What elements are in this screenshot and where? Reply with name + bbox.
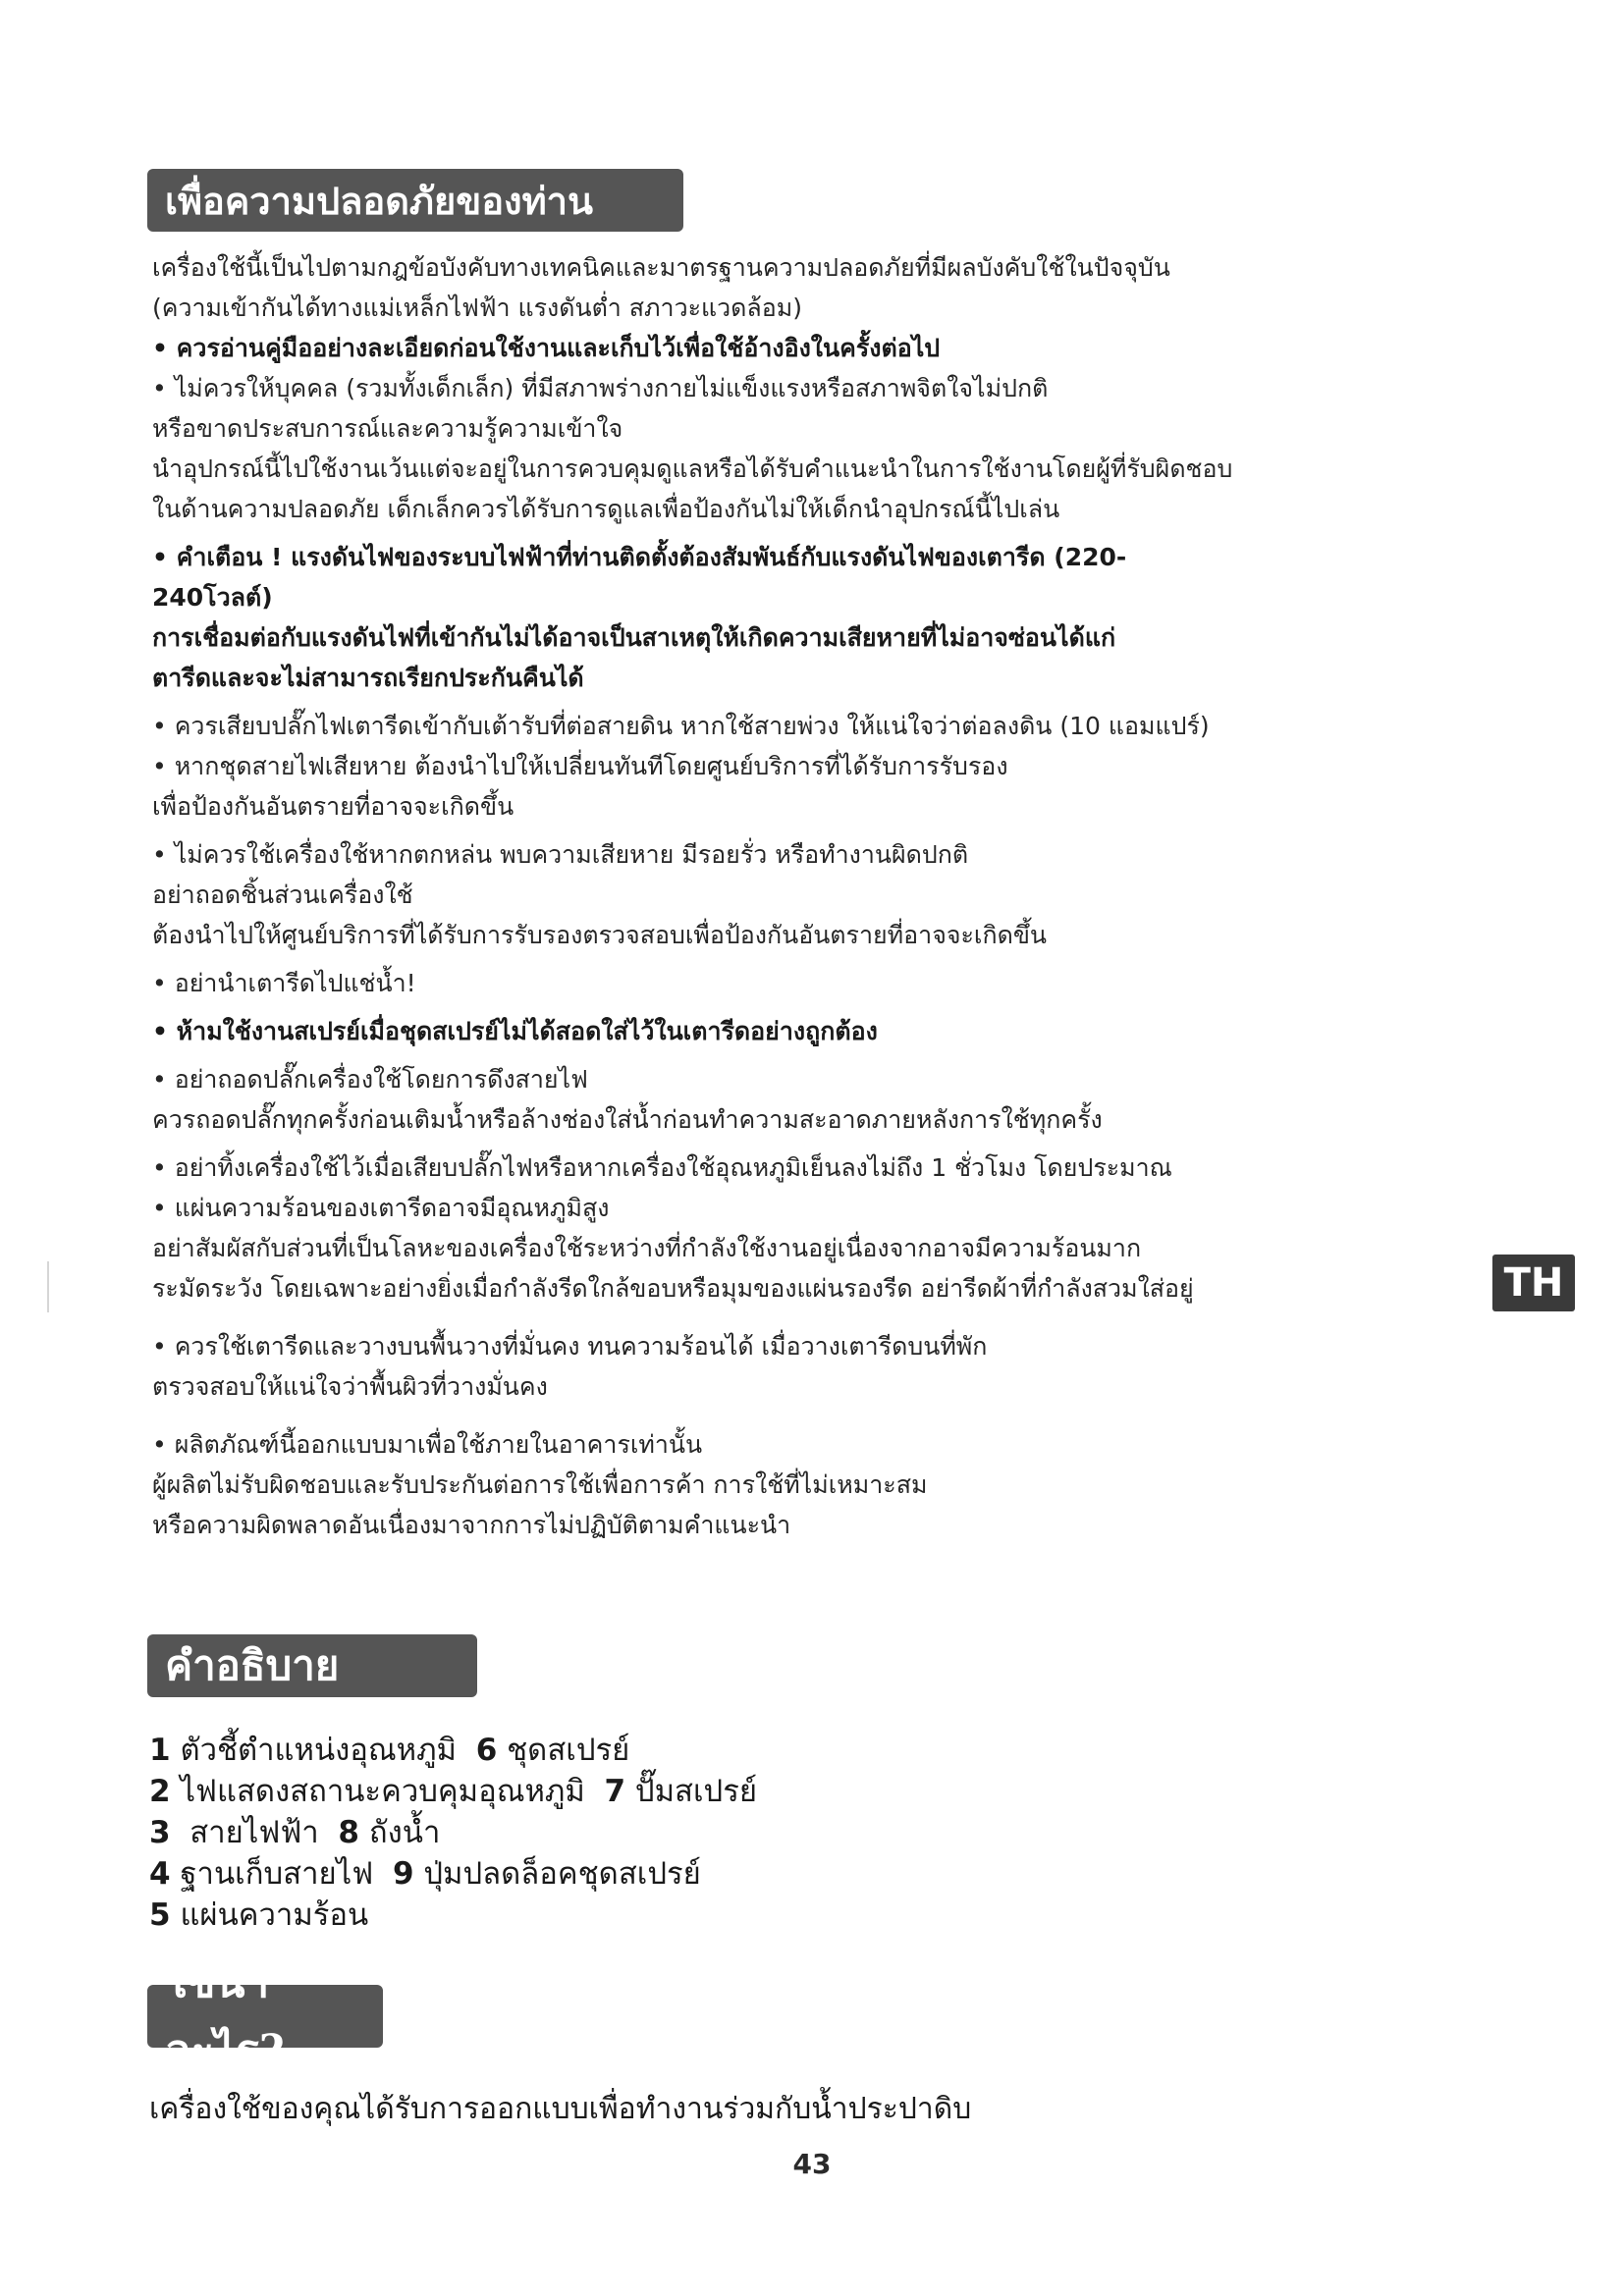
safety-line: ควรถอดปลั๊กทุกครั้งก่อนเติมน้ำหรือล้างช่องใส่น้ำก่อนทำความสะอาดภายหลังการใช้ทุกครั้ง [152, 1105, 1103, 1134]
safety-line: ผู้ผลิตไม่รับผิดชอบและรับประกันต่อการใช้เพื่อการค้า การใช้ที่ไม่เหมาะสม [152, 1470, 928, 1499]
part-number: 8 [338, 1815, 359, 1850]
part-number: 9 [392, 1856, 414, 1892]
safety-line: • ไม่ควรให้บุคคล (รวมทั้งเด็กเล็ก) ที่มีสภาพร่างกายไม่แข็งแรงหรือสภาพจิตใจไม่ปกติ [152, 374, 1049, 402]
parts-row [149, 1853, 757, 1895]
safety-line: • ผลิตภัณฑ์นี้ออกแบบมาเพื่อใช้ภายในอาคารเท่านั้น [152, 1430, 703, 1459]
part-number: 6 [475, 1733, 498, 1768]
language-tab: TH [1492, 1255, 1575, 1311]
part-label: ฐานเก็บสายไฟ [180, 1856, 374, 1892]
part-label: ปั๊มสเปรย์ [634, 1774, 758, 1809]
safety-line: (ความเข้ากันได้ทางแม่เหล็กไฟฟ้า แรงดันต่ำ สภาวะแวดล้อม) [152, 294, 802, 322]
part-number: 2 [149, 1774, 171, 1809]
safety-warning-line: การเชื่อมต่อกับแรงดันไฟที่เข้ากันไม่ได้อาจเป็นสาเหตุให้เกิดความเสียหายที่ไม่อาจซ่อนได้แก่ [152, 623, 1116, 652]
water-heading [147, 1957, 383, 2076]
part-number: 1 [149, 1733, 171, 1768]
safety-line: ตรวจสอบให้แน่ใจว่าพื้นผิวที่วางมั่นคง [152, 1372, 548, 1401]
part-number: 7 [604, 1774, 626, 1809]
safety-line-bold: • ห้ามใช้งานสเปรย์เมื่อชุดสเปรย์ไม่ได้สอดใส่ไว้ในเตารีดอย่างถูกต้อง [152, 1017, 878, 1045]
safety-line: ในด้านความปลอดภัย เด็กเล็กควรได้รับการดูแลเพื่อป้องกันไม่ให้เด็กนำอุปกรณ์นี้ไปเล่น [152, 495, 1060, 523]
part-label: ไฟแสดงสถานะควบคุมอุณหภูมิ [180, 1774, 585, 1809]
safety-line: ต้องนำไปให้ศูนย์บริการที่ได้รับการรับรองตรวจสอบเพื่อป้องกันอันตรายที่อาจจะเกิดขึ้น [152, 921, 1048, 949]
page-number: 43 [792, 2148, 832, 2180]
part-label: ปุ่มปลดล็อคชุดสเปรย์ [423, 1856, 701, 1892]
safety-warning-line: • คำเตือน ! แรงดันไฟของระบบไฟฟ้าที่ท่านติดตั้งต้องสัมพันธ์กับแรงดันไฟของเตารีด (220- [152, 543, 1127, 571]
water-text: เครื่องใช้ของคุณได้รับการออกแบบเพื่อทำงานร่วมกับน้ำประปาดิบ [149, 2092, 972, 2126]
parts-row [149, 1730, 757, 1771]
part-label: ตัวชี้ตำแหน่งอุณหภูมิ [180, 1733, 457, 1768]
part-number: 3 [149, 1815, 171, 1850]
safety-line: • หากชุดสายไฟเสียหาย ต้องนำไปให้เปลี่ยนทันทีโดยศูนย์บริการที่ได้รับการรับรอง [152, 752, 1008, 780]
safety-line: เครื่องใช้นี้เป็นไปตามกฎข้อบังคับทางเทคนิคและมาตรฐานความปลอดภัยที่มีผลบังคับใช้ในปัจจุบัน [152, 253, 1170, 282]
part-label: สายไฟฟ้า [189, 1815, 319, 1850]
description-heading [147, 1634, 477, 1697]
safety-line: อย่าสัมผัสกับส่วนที่เป็นโลหะของเครื่องใช้ระหว่างที่กำลังใช้งานอยู่เนื่องจากอาจมีความร้อนมาก [152, 1234, 1142, 1262]
safety-heading-text: เพื่อความปลอดภัยของท่าน [165, 179, 593, 223]
water-heading-text: ใช้น้ำอะไร? [165, 1957, 285, 2076]
safety-line: ระมัดระวัง โดยเฉพาะอย่างยิ่งเมื่อกำลังรีดใกล้ขอบหรือมุมของแผ่นรองรีด อย่ารีดผ้าที่กำลังสวมใส่อยู่ [152, 1274, 1194, 1303]
part-label: ชุดสเปรย์ [507, 1733, 630, 1768]
safety-line: • แผ่นความร้อนของเตารีดอาจมีอุณหภูมิสูง [152, 1194, 610, 1222]
parts-row [149, 1895, 757, 1936]
parts-row [149, 1771, 757, 1812]
safety-line: • อย่าทิ้งเครื่องใช้ไว้เมื่อเสียบปลั๊กไฟหรือหากเครื่องใช้อุณหภูมิเย็นลงไม่ถึง 1 ชั่วโมง โดยประมาณ [152, 1153, 1172, 1182]
safety-text-block [152, 247, 1370, 1545]
safety-line: • อย่านำเตารีดไปแช่น้ำ! [152, 969, 416, 997]
part-number: 4 [149, 1856, 171, 1892]
safety-line: • ไม่ควรใช้เครื่องใช้หากตกหล่น พบความเสียหาย มีรอยรั่ว หรือทำงานผิดปกติ [152, 840, 969, 869]
safety-warning-line: 240โวลต์) [152, 583, 273, 612]
safety-line: นำอุปกรณ์นี้ไปใช้งานเว้นแต่จะอยู่ในการควบคุมดูแลหรือได้รับคำแนะนำในการใช้งานโดยผู้ที่รับผิดชอบ [152, 454, 1233, 483]
safety-line: อย่าถอดชิ้นส่วนเครื่องใช้ [152, 881, 413, 909]
parts-row [149, 1812, 757, 1853]
safety-line: เพื่อป้องกันอันตรายที่อาจจะเกิดขึ้น [152, 792, 514, 821]
margin-mark [47, 1261, 49, 1312]
safety-heading [147, 169, 683, 232]
part-label: ถังน้ำ [368, 1815, 441, 1850]
safety-line: • ควรเสียบปลั๊กไฟเตารีดเข้ากับเต้ารับที่ต่อสายดิน หากใช้สายพ่วง ให้แน่ใจว่าต่อลงดิน (10 แอมแปร์) [152, 712, 1210, 740]
safety-line: • อย่าถอดปลั๊กเครื่องใช้โดยการดึงสายไฟ [152, 1065, 588, 1094]
safety-warning-line: ตารีดและจะไม่สามารถเรียกประกันคืนได้ [152, 664, 584, 692]
safety-line: • ควรใช้เตารีดและวางบนพื้นวางที่มั่นคง ทนความร้อนได้ เมื่อวางเตารีดบนที่พัก [152, 1332, 988, 1361]
safety-line: หรือขาดประสบการณ์และความรู้ความเข้าใจ [152, 414, 623, 443]
part-number: 5 [149, 1897, 171, 1933]
parts-list [149, 1730, 757, 1936]
part-label: แผ่นความร้อน [180, 1897, 369, 1933]
description-heading-text: คำอธิบาย [165, 1641, 340, 1689]
safety-line: หรือความผิดพลาดอันเนื่องมาจากการไม่ปฏิบัติตามคำแนะนำ [152, 1511, 791, 1539]
safety-line-bold: • ควรอ่านคู่มืออย่างละเอียดก่อนใช้งานและเก็บไว้เพื่อใช้อ้างอิงในครั้งต่อไป [152, 334, 941, 362]
